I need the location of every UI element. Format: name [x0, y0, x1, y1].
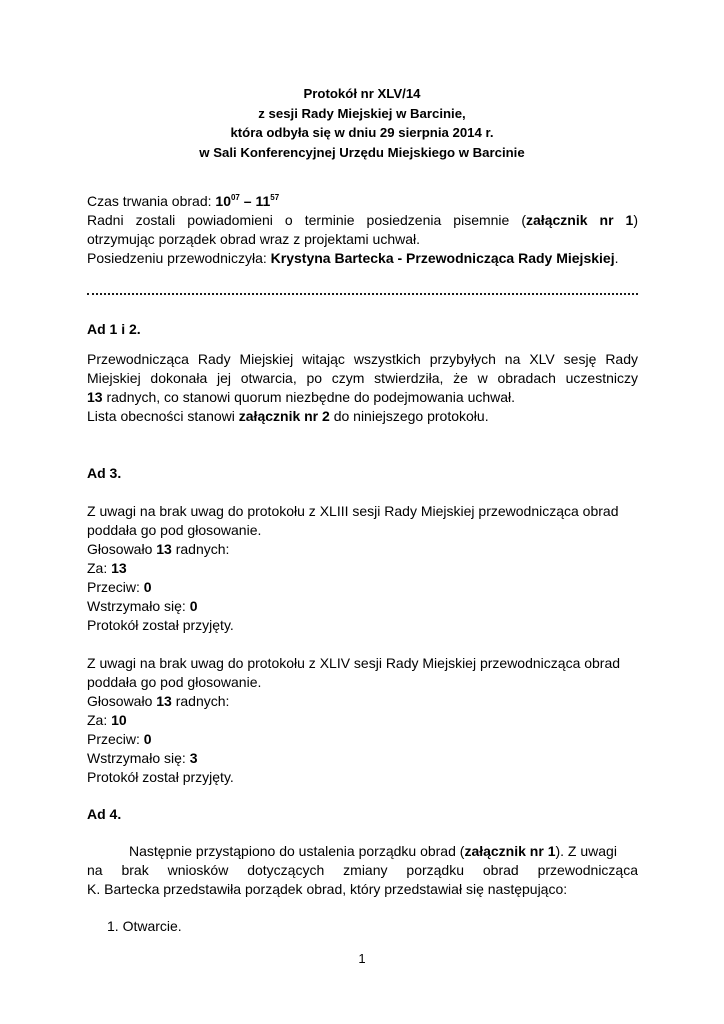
vote-1-for: Za: 13 — [87, 560, 127, 576]
vote-2-voted: Głosowało 13 radnych: — [87, 693, 230, 709]
page-number: 1 — [358, 951, 366, 966]
vote-1-against: Przeciw: 0 — [87, 579, 152, 595]
intro-section — [87, 192, 638, 268]
notice-line-2: otrzymując porządek obrad wraz z projektami uchwał. — [87, 231, 421, 247]
vote-1-voted: Głosowało 13 radnych: — [87, 541, 230, 557]
title-line-1: Protokół nr XLV/14 — [303, 86, 421, 101]
dotted-separator — [87, 293, 638, 295]
vote-2-against: Przeciw: 0 — [87, 731, 152, 747]
vote-1-line-2: poddała go pod głosowanie. — [87, 522, 262, 538]
title-line-2: z sesji Rady Miejskiej w Barcinie, — [258, 105, 466, 121]
heading-ad-3: Ad 3. — [87, 465, 122, 481]
ad4-line-3: K. Bartecka przedstawiła porządek obrad, który przedstawiał się następująco: — [87, 881, 568, 897]
title-line-4: w Sali Konferencyjnej Urzędu Miejskiego w Barcinie — [199, 144, 525, 160]
title-line-3: która odbyła się w dniu 29 sierpnia 2014 r. — [230, 125, 494, 140]
ad12-line-3: 13 radnych, co stanowi quorum niezbędne do podejmowania uchwał. — [87, 389, 516, 405]
notice-line-1: Radni zostali powiadomieni o terminie posiedzenia pisemnie (załącznik nr 1) — [87, 212, 638, 228]
vote-2-block — [87, 654, 638, 787]
ad12-paragraph — [87, 350, 638, 426]
attendance-line: Lista obecności stanowi załącznik nr 2 do niniejszego protokołu. — [87, 408, 489, 424]
ad12-line-1: Przewodnicząca Rady Miejskiej witając wszystkich przybyłych na XLV sesję Rady — [87, 351, 638, 367]
ad4-line-2: na brak wniosków dotyczących zmiany porządku obrad przewodnicząca — [87, 862, 638, 878]
vote-1-line-1: Z uwagi na brak uwag do protokołu z XLIII sesji Rady Miejskiej przewodnicząca obrad — [87, 503, 619, 519]
duration-line: Czas trwania obrad: $10^{07} - 11^{57}$ — [87, 193, 280, 209]
vote-2-line-2: poddała go pod głosowanie. — [87, 674, 262, 690]
vote-2-result: Protokół został przyjęty. — [87, 769, 234, 785]
ad12-line-2: Miejskiej dokonała jej otwarcia, po czym stwierdziła, że w obradach uczestniczy — [87, 370, 638, 386]
chair-line: Posiedzeniu przewodniczyła: Krystyna Bartecka - Przewodnicząca Rady Miejskiej. — [87, 250, 619, 266]
ad4-line-1: Następnie przystąpiono do ustalenia porządku obrad (załącznik nr 1). Z uwagi — [129, 843, 617, 859]
vote-2-abstain: Wstrzymało się: 3 — [87, 750, 198, 766]
vote-2-for: Za: 10 — [87, 712, 127, 728]
document-title — [0, 84, 724, 162]
vote-1-result: Protokół został przyjęty. — [87, 617, 234, 633]
vote-1-block — [87, 502, 638, 635]
heading-ad-1-2: Ad 1 i 2. — [87, 321, 141, 337]
vote-1-abstain: Wstrzymało się: 0 — [87, 598, 198, 614]
heading-ad-4: Ad 4. — [87, 806, 122, 822]
agenda-item-1: 1. Otwarcie. — [107, 918, 182, 934]
ad4-paragraph — [87, 842, 638, 899]
vote-2-line-1: Z uwagi na brak uwag do protokołu z XLIV sesji Rady Miejskiej przewodnicząca obrad — [87, 655, 621, 671]
